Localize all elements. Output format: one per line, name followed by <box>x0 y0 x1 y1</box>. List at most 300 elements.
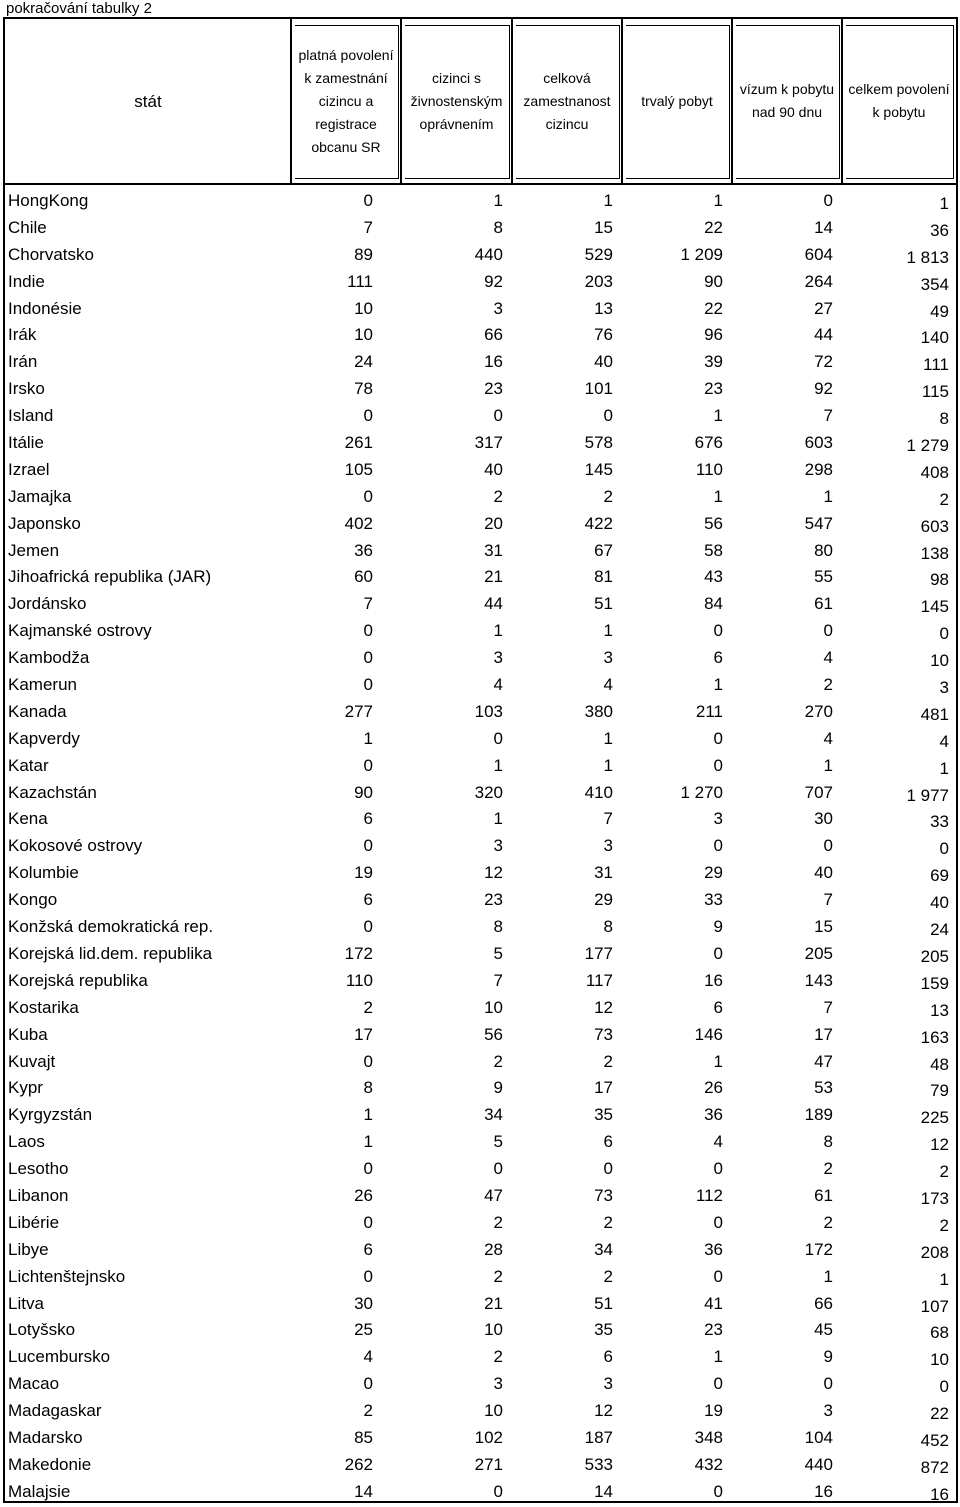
header-label: trvalý pobyt <box>641 92 713 109</box>
cell-value: 0 <box>823 621 833 641</box>
cell-value: 16 <box>704 970 723 990</box>
cell-value: 15 <box>594 217 613 237</box>
country-name: Chile <box>8 217 47 237</box>
cell-value: 60 <box>354 567 373 587</box>
table-row <box>5 321 956 348</box>
cell-value: 2 <box>939 489 949 509</box>
cell-value: 98 <box>930 570 949 590</box>
cell-value: 1 <box>493 755 503 775</box>
table-row <box>5 1074 956 1101</box>
cell-value: 2 <box>363 1401 373 1421</box>
country-name: Kuvajt <box>8 1051 56 1071</box>
table-caption: pokračování tabulky 2 <box>6 0 152 17</box>
cell-value: 354 <box>920 274 949 294</box>
cell-value: 172 <box>804 1239 833 1259</box>
table-row <box>5 456 956 483</box>
table-row <box>5 1451 956 1478</box>
country-name: Kuba <box>8 1024 48 1044</box>
cell-value: 1 977 <box>906 785 949 805</box>
cell-value: 203 <box>584 271 613 291</box>
cell-value: 2 <box>823 1212 833 1232</box>
cell-value: 261 <box>344 433 373 453</box>
cell-value: 31 <box>484 540 503 560</box>
header-label: celková zamestnanost cizincu <box>523 69 611 132</box>
cell-value: 111 <box>347 271 373 291</box>
country-name: Kostarika <box>8 997 79 1017</box>
cell-value: 1 <box>713 406 723 426</box>
cell-value: 8 <box>363 1078 373 1098</box>
table-row <box>5 1290 956 1317</box>
cell-value: 7 <box>823 406 833 426</box>
cell-value: 0 <box>713 1481 723 1501</box>
cell-value: 320 <box>474 782 503 802</box>
cell-value: 90 <box>704 271 723 291</box>
cell-value: 1 <box>363 728 373 748</box>
cell-value: 29 <box>594 890 613 910</box>
cell-value: 55 <box>814 567 833 587</box>
cell-value: 163 <box>920 1027 949 1047</box>
cell-value: 8 <box>823 1132 833 1152</box>
cell-value: 481 <box>920 704 949 724</box>
table-row <box>5 617 956 644</box>
header-permanent-stay <box>622 19 732 183</box>
cell-value: 676 <box>694 433 723 453</box>
cell-value: 66 <box>484 325 503 345</box>
country-name: Madagaskar <box>8 1401 102 1421</box>
cell-value: 440 <box>804 1454 833 1474</box>
cell-value: 96 <box>704 325 723 345</box>
cell-value: 410 <box>584 782 613 802</box>
cell-value: 4 <box>713 1132 723 1152</box>
cell-value: 4 <box>823 728 833 748</box>
cell-value: 78 <box>354 379 373 399</box>
cell-value: 49 <box>930 301 949 321</box>
table-row <box>5 402 956 429</box>
cell-value: 16 <box>484 352 503 372</box>
cell-value: 17 <box>814 1024 833 1044</box>
table-row <box>5 1182 956 1209</box>
country-name: Kyrgyzstán <box>8 1105 93 1125</box>
cell-value: 90 <box>354 782 373 802</box>
table-row <box>5 483 956 510</box>
cell-value: 348 <box>694 1427 723 1447</box>
cell-value: 145 <box>584 459 613 479</box>
country-name: Kokosové ostrovy <box>8 836 143 856</box>
country-name: Kanada <box>8 701 67 721</box>
cell-value: 2 <box>939 1215 949 1235</box>
table-row <box>5 348 956 375</box>
cell-value: 7 <box>823 997 833 1017</box>
cell-value: 19 <box>704 1401 723 1421</box>
table-row <box>5 940 956 967</box>
header-total-stay-permits <box>842 19 956 183</box>
cell-value: 85 <box>354 1427 373 1447</box>
country-name: Kajmanské ostrovy <box>8 621 152 641</box>
cell-value: 103 <box>474 701 503 721</box>
cell-value: 41 <box>704 1293 723 1313</box>
cell-value: 40 <box>930 893 949 913</box>
cell-value: 34 <box>594 1239 613 1259</box>
country-name: Jordánsko <box>8 594 87 614</box>
cell-value: 1 <box>713 675 723 695</box>
cell-value: 0 <box>493 1481 503 1501</box>
cell-value: 7 <box>493 970 503 990</box>
cell-value: 1 <box>823 1266 833 1286</box>
cell-value: 2 <box>493 486 503 506</box>
cell-value: 452 <box>920 1430 949 1450</box>
cell-value: 105 <box>344 459 373 479</box>
cell-value: 0 <box>823 1374 833 1394</box>
table-row <box>5 268 956 295</box>
cell-value: 36 <box>930 220 949 240</box>
table-row <box>5 752 956 779</box>
cell-value: 0 <box>363 1212 373 1232</box>
country-name: Lesotho <box>8 1159 69 1179</box>
cell-value: 0 <box>363 917 373 937</box>
cell-value: 102 <box>474 1427 503 1447</box>
cell-value: 0 <box>363 486 373 506</box>
cell-value: 10 <box>484 997 503 1017</box>
cell-value: 0 <box>713 943 723 963</box>
cell-value: 110 <box>695 459 723 479</box>
cell-value: 61 <box>814 1185 833 1205</box>
cell-value: 277 <box>344 701 373 721</box>
country-name: Malajsie <box>8 1481 71 1501</box>
country-name: Kapverdy <box>8 728 80 748</box>
table-row <box>5 1128 956 1155</box>
cell-value: 205 <box>804 943 833 963</box>
cell-value: 0 <box>363 648 373 668</box>
cell-value: 177 <box>584 943 613 963</box>
country-name: Lichtenštejnsko <box>8 1266 126 1286</box>
cell-value: 23 <box>704 379 723 399</box>
cell-value: 0 <box>363 1159 373 1179</box>
table-row <box>5 563 956 590</box>
country-name: Indie <box>8 271 45 291</box>
cell-value: 115 <box>921 382 949 402</box>
cell-value: 7 <box>603 809 613 829</box>
country-name: Libanon <box>8 1185 69 1205</box>
cell-value: 140 <box>920 328 949 348</box>
cell-value: 0 <box>939 624 949 644</box>
country-name: Irán <box>8 352 38 372</box>
cell-value: 402 <box>344 513 373 533</box>
cell-value: 2 <box>493 1212 503 1232</box>
cell-value: 2 <box>493 1051 503 1071</box>
cell-value: 34 <box>484 1105 503 1125</box>
cell-value: 7 <box>363 217 373 237</box>
cell-value: 9 <box>823 1347 833 1367</box>
table-row <box>5 1370 956 1397</box>
cell-value: 0 <box>939 839 949 859</box>
cell-value: 2 <box>823 675 833 695</box>
header-label: platná povolení k zamestnání cizincu a registrace obcanu SR <box>298 46 394 155</box>
cell-value: 84 <box>704 594 723 614</box>
cell-value: 4 <box>823 648 833 668</box>
cell-value: 20 <box>484 513 503 533</box>
country-name: Irsko <box>8 379 45 399</box>
cell-value: 111 <box>923 355 949 375</box>
cell-value: 43 <box>704 567 723 587</box>
cell-value: 211 <box>695 701 723 721</box>
cell-value: 1 <box>493 809 503 829</box>
cell-value: 14 <box>594 1481 613 1501</box>
cell-value: 6 <box>713 997 723 1017</box>
cell-value: 19 <box>354 863 373 883</box>
cell-value: 5 <box>493 943 503 963</box>
cell-value: 264 <box>804 271 833 291</box>
cell-value: 16 <box>814 1481 833 1501</box>
cell-value: 0 <box>363 1374 373 1394</box>
country-name: Kambodža <box>8 648 90 668</box>
cell-value: 0 <box>939 1377 949 1397</box>
cell-value: 1 <box>713 191 723 210</box>
cell-value: 0 <box>363 191 373 210</box>
cell-value: 7 <box>823 890 833 910</box>
data-table <box>3 17 958 1503</box>
cell-value: 89 <box>354 244 373 264</box>
cell-value: 58 <box>704 540 723 560</box>
cell-value: 23 <box>704 1320 723 1340</box>
cell-value: 10 <box>484 1401 503 1421</box>
cell-value: 69 <box>930 866 949 886</box>
cell-value: 0 <box>603 406 613 426</box>
cell-value: 0 <box>713 1159 723 1179</box>
cell-value: 1 <box>603 191 613 210</box>
cell-value: 17 <box>354 1024 373 1044</box>
cell-value: 0 <box>363 675 373 695</box>
table-row <box>5 1397 956 1424</box>
cell-value: 1 813 <box>906 247 949 267</box>
cell-value: 24 <box>354 352 373 372</box>
cell-value: 0 <box>713 621 723 641</box>
cell-value: 36 <box>354 540 373 560</box>
cell-value: 12 <box>484 863 503 883</box>
cell-value: 298 <box>804 459 833 479</box>
header-visa-over-90-days <box>732 19 842 183</box>
cell-value: 7 <box>363 594 373 614</box>
cell-value: 159 <box>920 973 949 993</box>
cell-value: 3 <box>713 809 723 829</box>
cell-value: 30 <box>354 1293 373 1313</box>
cell-value: 872 <box>920 1457 949 1477</box>
cell-value: 187 <box>584 1427 613 1447</box>
cell-value: 36 <box>704 1239 723 1259</box>
cell-value: 104 <box>804 1427 833 1447</box>
table-row <box>5 967 956 994</box>
cell-value: 17 <box>594 1078 613 1098</box>
cell-value: 23 <box>484 890 503 910</box>
cell-value: 172 <box>344 943 373 963</box>
cell-value: 79 <box>930 1081 949 1101</box>
cell-value: 0 <box>823 191 833 210</box>
cell-value: 1 <box>713 1347 723 1367</box>
country-name: Konžská demokratická rep. <box>8 917 214 937</box>
cell-value: 33 <box>930 812 949 832</box>
cell-value: 3 <box>493 298 503 318</box>
country-name: Kena <box>8 809 48 829</box>
cell-value: 6 <box>363 809 373 829</box>
cell-value: 40 <box>594 352 613 372</box>
cell-value: 2 <box>603 1212 613 1232</box>
cell-value: 23 <box>484 379 503 399</box>
cell-value: 9 <box>493 1078 503 1098</box>
country-name: HongKong <box>8 191 89 210</box>
cell-value: 1 <box>713 1051 723 1071</box>
header-stat <box>5 19 291 183</box>
cell-value: 47 <box>484 1185 503 1205</box>
cell-value: 73 <box>594 1185 613 1205</box>
country-name: Kazachstán <box>8 782 97 802</box>
cell-value: 29 <box>704 863 723 883</box>
cell-value: 4 <box>493 675 503 695</box>
table-row <box>5 1155 956 1182</box>
table-row <box>5 590 956 617</box>
cell-value: 51 <box>594 1293 613 1313</box>
cell-value: 27 <box>814 298 833 318</box>
table-row <box>5 1021 956 1048</box>
cell-value: 26 <box>354 1185 373 1205</box>
cell-value: 73 <box>594 1024 613 1044</box>
cell-value: 10 <box>484 1320 503 1340</box>
cell-value: 3 <box>823 1401 833 1421</box>
cell-value: 0 <box>363 406 373 426</box>
cell-value: 21 <box>484 567 503 587</box>
cell-value: 35 <box>594 1320 613 1340</box>
cell-value: 3 <box>493 648 503 668</box>
cell-value: 80 <box>814 540 833 560</box>
cell-value: 189 <box>804 1105 833 1125</box>
cell-value: 47 <box>814 1051 833 1071</box>
cell-value: 1 <box>603 728 613 748</box>
table-row <box>5 295 956 322</box>
cell-value: 3 <box>603 648 613 668</box>
cell-value: 422 <box>584 513 613 533</box>
cell-value: 8 <box>603 917 613 937</box>
cell-value: 1 <box>823 486 833 506</box>
country-name: Kolumbie <box>8 863 79 883</box>
cell-value: 1 <box>493 621 503 641</box>
cell-value: 25 <box>354 1320 373 1340</box>
cell-value: 45 <box>814 1320 833 1340</box>
cell-value: 101 <box>584 379 613 399</box>
cell-value: 146 <box>694 1024 723 1044</box>
cell-value: 1 <box>939 1269 949 1289</box>
table-row <box>5 241 956 268</box>
table-row <box>5 510 956 537</box>
table-row <box>5 1478 956 1505</box>
cell-value: 262 <box>344 1454 373 1474</box>
cell-value: 0 <box>363 1266 373 1286</box>
cell-value: 529 <box>584 244 613 264</box>
cell-value: 10 <box>930 651 949 671</box>
country-name: Kypr <box>8 1078 43 1098</box>
country-name: Jihoafrická republika (JAR) <box>8 567 212 587</box>
cell-value: 1 <box>939 194 949 213</box>
cell-value: 51 <box>594 594 613 614</box>
country-name: Lotyšsko <box>8 1320 76 1340</box>
cell-value: 76 <box>594 325 613 345</box>
cell-value: 4 <box>603 675 613 695</box>
table-row <box>5 886 956 913</box>
cell-value: 4 <box>363 1347 373 1367</box>
cell-value: 22 <box>930 1404 949 1424</box>
cell-value: 30 <box>814 809 833 829</box>
cell-value: 92 <box>484 271 503 291</box>
cell-value: 0 <box>713 1212 723 1232</box>
header-label: celkem povolení k pobytu <box>848 81 950 120</box>
country-name: Island <box>8 406 54 426</box>
country-name: Madarsko <box>8 1427 83 1447</box>
header-label: stát <box>134 91 162 111</box>
cell-value: 6 <box>363 890 373 910</box>
cell-value: 2 <box>363 997 373 1017</box>
cell-value: 0 <box>823 836 833 856</box>
cell-value: 603 <box>804 433 833 453</box>
table-row <box>5 1209 956 1236</box>
cell-value: 1 <box>823 755 833 775</box>
cell-value: 1 209 <box>680 244 723 264</box>
header-divider <box>5 183 956 185</box>
cell-value: 81 <box>594 567 613 587</box>
cell-value: 21 <box>484 1293 503 1313</box>
table-row <box>5 537 956 564</box>
cell-value: 173 <box>920 1188 949 1208</box>
header-label: vízum k pobytu nad 90 dnu <box>739 81 835 120</box>
cell-value: 1 270 <box>680 782 723 802</box>
cell-value: 270 <box>804 701 833 721</box>
cell-value: 10 <box>354 325 373 345</box>
cell-value: 8 <box>493 917 503 937</box>
cell-value: 225 <box>920 1108 949 1128</box>
cell-value: 8 <box>493 217 503 237</box>
cell-value: 0 <box>713 1374 723 1394</box>
cell-value: 0 <box>493 1159 503 1179</box>
country-name: Korejská lid.dem. republika <box>8 943 213 963</box>
cell-value: 1 <box>363 1105 373 1125</box>
cell-value: 145 <box>920 597 949 617</box>
cell-value: 604 <box>804 244 833 264</box>
table-row <box>5 1424 956 1451</box>
cell-value: 110 <box>345 970 373 990</box>
cell-value: 603 <box>920 516 949 536</box>
cell-value: 0 <box>493 728 503 748</box>
header-label: cizinci s živnostenským oprávnením <box>410 69 503 132</box>
cell-value: 271 <box>474 1454 503 1474</box>
country-name: Chorvatsko <box>8 244 94 264</box>
cell-value: 10 <box>930 1350 949 1370</box>
table-row <box>5 214 956 241</box>
cell-value: 6 <box>603 1347 613 1367</box>
cell-value: 48 <box>930 1054 949 1074</box>
cell-value: 2 <box>603 486 613 506</box>
cell-value: 432 <box>694 1454 723 1474</box>
cell-value: 6 <box>363 1239 373 1259</box>
country-name: Kamerun <box>8 675 77 695</box>
cell-value: 3 <box>493 836 503 856</box>
cell-value: 578 <box>584 433 613 453</box>
cell-value: 15 <box>814 917 833 937</box>
cell-value: 0 <box>363 1051 373 1071</box>
country-name: Laos <box>8 1132 45 1152</box>
cell-value: 92 <box>814 379 833 399</box>
cell-value: 4 <box>939 731 949 751</box>
cell-value: 56 <box>704 513 723 533</box>
table-row <box>5 805 956 832</box>
table-row <box>5 429 956 456</box>
cell-value: 16 <box>930 1484 949 1504</box>
cell-value: 6 <box>603 1132 613 1152</box>
